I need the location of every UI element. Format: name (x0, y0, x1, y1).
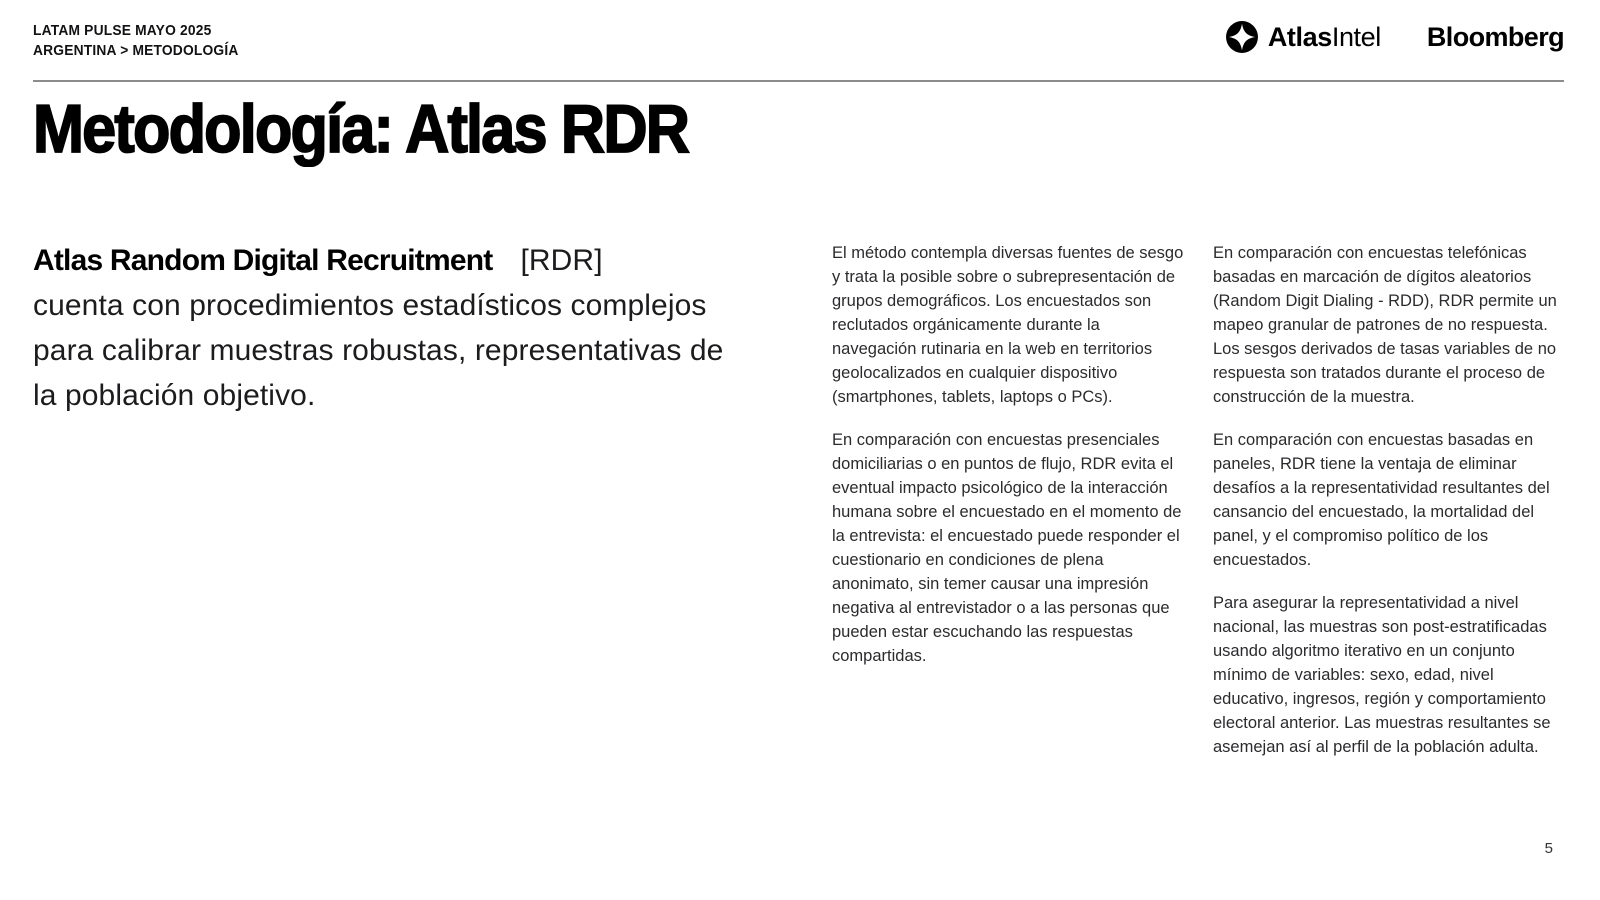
body-column-middle (832, 241, 1184, 687)
atlasintel-logo (1225, 20, 1381, 54)
atlasintel-wordmark-light: Intel (1331, 21, 1381, 52)
report-title: LATAM PULSE MAYO 2025 (33, 22, 212, 39)
header-logos (1225, 20, 1564, 54)
paragraph: En comparación con encuestas basadas en paneles, RDR tiene la ventaja de eliminar desafíos a la representatividad resultantes del cansancio del encuestado, la mortalidad del panel, y el compromiso político de los encuestados. (1213, 431, 1550, 569)
page-number: 5 (1544, 840, 1553, 857)
body-column-right (1213, 241, 1568, 778)
paragraph: En comparación con encuestas telefónicas basadas en marcación de dígitos aleatorios (Random Digit Dialing - RDD), RDR permite un mapeo granular de patrones de no respuesta. Los sesgos derivados de tasas variables de no respuesta son tratados durante el proceso de construcción de la muestra. (1213, 244, 1557, 406)
lead-paragraph (33, 238, 733, 418)
lead-rdr-tag: [RDR] (520, 244, 603, 277)
header-divider (33, 80, 1564, 82)
paragraph: El método contempla diversas fuentes de sesgo y trata la posible sobre o subrepresentación de grupos demográficos. Los encuestados son reclutados orgánicamente durante la navegación rutinaria en la web en territorios geolocalizados en cualquier dispositivo (smartphones, tablets, laptops o PCs). (832, 244, 1184, 406)
atlasintel-wordmark-bold: Atlas (1267, 21, 1332, 52)
page-title: Metodología: Atlas RDR (33, 91, 689, 167)
lead-bold-text: Atlas Random Digital Recruitment (33, 244, 493, 277)
atlasintel-wordmark (1268, 22, 1381, 53)
breadcrumb: ARGENTINA > METODOLOGÍA (33, 42, 239, 59)
lead-rest-text: cuenta con procedimientos estadísticos complejos para calibrar muestras robustas, representativas de la población objetivo. (33, 289, 724, 412)
paragraph: En comparación con encuestas presenciales domiciliarias o en puntos de flujo, RDR evita el eventual impacto psicológico de la interacción humana sobre el encuestado en el momento de la entrevista: el encuestado puede responder el cuestionario en condiciones de plena anonimato, sin temer causar una impresión negativa al entrevistador o a las personas que pueden estar escuchando las respuestas compartidas. (832, 431, 1182, 665)
paragraph: Para asegurar la representatividad a nivel nacional, las muestras son post-estratificadas usando algoritmo iterativo en un conjunto mínimo de variables: sexo, edad, nivel educativo, ingresos, región y comportamiento electoral anterior. Las muestras resultantes se asemejan así al perfil de la población adulta. (1213, 594, 1551, 756)
atlasintel-star-icon (1225, 20, 1259, 54)
bloomberg-logo: Bloomberg (1426, 21, 1564, 52)
header-kicker (33, 21, 239, 61)
